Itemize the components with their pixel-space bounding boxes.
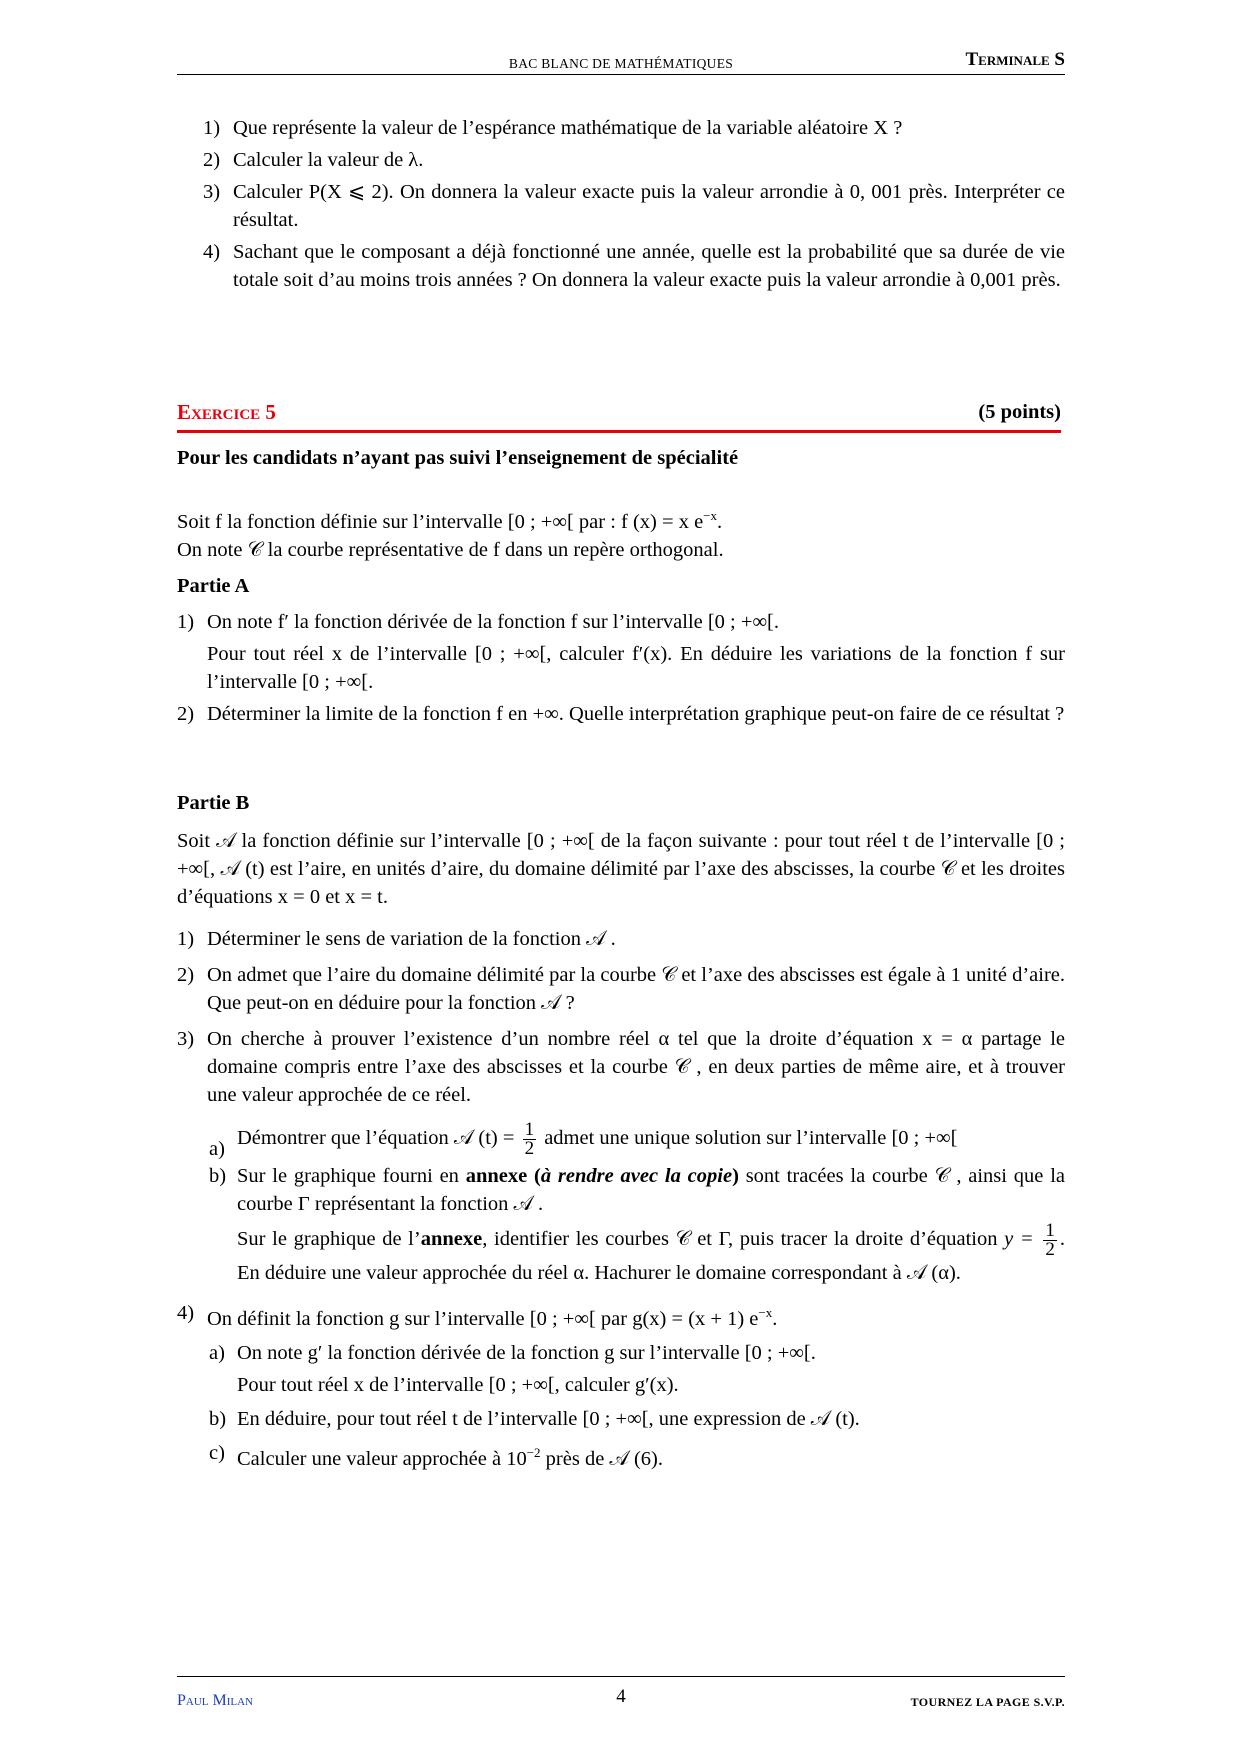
list-item: b) En déduire, pour tout réel t de l’intervalle [0 ; +∞[, une expression de 𝒜 (t).: [209, 1407, 860, 1430]
header-title: BAC BLANC DE MATHÉMATIQUES: [508, 56, 734, 71]
exercise-points: (5 points): [978, 401, 1061, 423]
list-item: a) Démontrer que l’équation 𝒜 (t) = $\frac{1}{2}$ admet une unique solution sur l’intervalle [0 ; +∞[: [209, 1119, 958, 1160]
list-item: b) Sur le graphique fourni en annexe (à rendre avec la copie) sont tracées la courbe 𝒞 , ainsi que la courbe Γ représentant la fonction 𝒜 .: [209, 1165, 1065, 1215]
list-item: c) Calculer une valeur approchée à $10^{-2}$ près de 𝒜 (6).: [209, 1441, 663, 1470]
fraction-one-half: $\frac{1}{2}$: [524, 1119, 535, 1159]
fraction-one-half: $\frac{1}{2}$: [1045, 1220, 1055, 1260]
list-item: 4) On définit la fonction g sur l’intervalle [0 ; +∞[ par g(x) = (x + 1) $e^{-x}$.: [177, 1302, 778, 1330]
list-item: 1) On note f′ la fonction dérivée de la fonction f sur l’intervalle [0 ; +∞[. Pour tout réel x de l’intervalle [0 ; +∞[, calculer f′(x). En déduire les variations de la fonction f sur l’intervalle [0 ; +∞[.: [177, 611, 1065, 693]
list-item: 2) Déterminer la limite de la fonction f en +∞. Quelle interprétation graphique peut-on faire de ce résultat ?: [177, 703, 1065, 725]
page-footer: [177, 1676, 1065, 1707]
footer-author: Paul Milan: [177, 1692, 254, 1709]
list-item: a) On note g′ la fonction dérivée de la fonction g sur l’intervalle [0 ; +∞[. Pour tout réel x de l’intervalle [0 ; +∞[, calculer g′(x).: [209, 1341, 816, 1396]
page-number: 4: [616, 1686, 626, 1707]
footer-turn-page: TOURNEZ LA PAGE S.V.P.: [910, 1695, 1065, 1709]
exercise-statement: Soit f la fonction définie sur l’intervalle [0 ; +∞[ par : f (x) = x $e^{-x}$. On note 𝒞 la courbe représentative de f dans un repère orthogonal.: [177, 508, 724, 561]
part-a-title: Partie A: [177, 575, 250, 597]
part-a: [177, 572, 1065, 728]
exercise-title: Exercice 5: [177, 400, 276, 424]
list-item: 3) Calculer P(X ⩽ 2). On donnera la valeur exacte puis la valeur arrondie à 0, 001 près. Interpréter ce résultat.: [203, 181, 1065, 231]
part-b-title: Partie B: [177, 792, 250, 814]
page-header: [177, 46, 1065, 75]
header-class: Terminale S: [965, 49, 1065, 70]
list-item: Sur le graphique de l’annexe, identifier les courbes 𝒞 et Γ, puis tracer la droite d’équation y = $\frac{1}{2}$ . En déduire une valeur approchée du réel α. Hachurer le domaine correspondant à 𝒜 (α).: [237, 1220, 1066, 1284]
part-b: [177, 789, 1065, 1473]
intro-questions: [177, 114, 1065, 294]
exercise-audience: Pour les candidats n’ayant pas suivi l’enseignement de spécialité: [177, 447, 739, 469]
list-item: 3) On cherche à prouver l’existence d’un nombre réel α tel que la droite d’équation x = α partage le domaine compris entre l’axe des abscisses et la courbe 𝒞 , en deux parties de même aire, et à trouver une valeur approchée de ce réel.: [177, 1028, 1065, 1106]
list-item: 2) On admet que l’aire du domaine délimité par la courbe 𝒞 et l’axe des abscisses est égale à 1 unité d’aire. Que peut-on en déduire pour la fonction 𝒜 ?: [177, 964, 1065, 1014]
list-item: 1) Que représente la valeur de l’espérance mathématique de la variable aléatoire X ?: [203, 117, 903, 139]
list-item: 2) Calculer la valeur de λ.: [203, 149, 424, 171]
list-item: 1) Déterminer le sens de variation de la fonction 𝒜 .: [177, 928, 616, 950]
exercise-heading: [177, 398, 1061, 433]
list-item: 4) Sachant que le composant a déjà fonctionné une année, quelle est la probabilité que sa durée de vie totale soit d’au moins trois années ? On donnera la valeur exacte puis la valeur arrondie à 0,001 près.: [203, 241, 1065, 291]
part-b-intro: Soit 𝒜 la fonction définie sur l’intervalle [0 ; +∞[ de la façon suivante : pour tout réel t de l’intervalle [0 ; +∞[, 𝒜 (t) est l’aire, en unités d’aire, du domaine délimité par l’axe des abscisses, la courbe 𝒞 et les droites d’équations x = 0 et x = t.: [177, 830, 1065, 908]
